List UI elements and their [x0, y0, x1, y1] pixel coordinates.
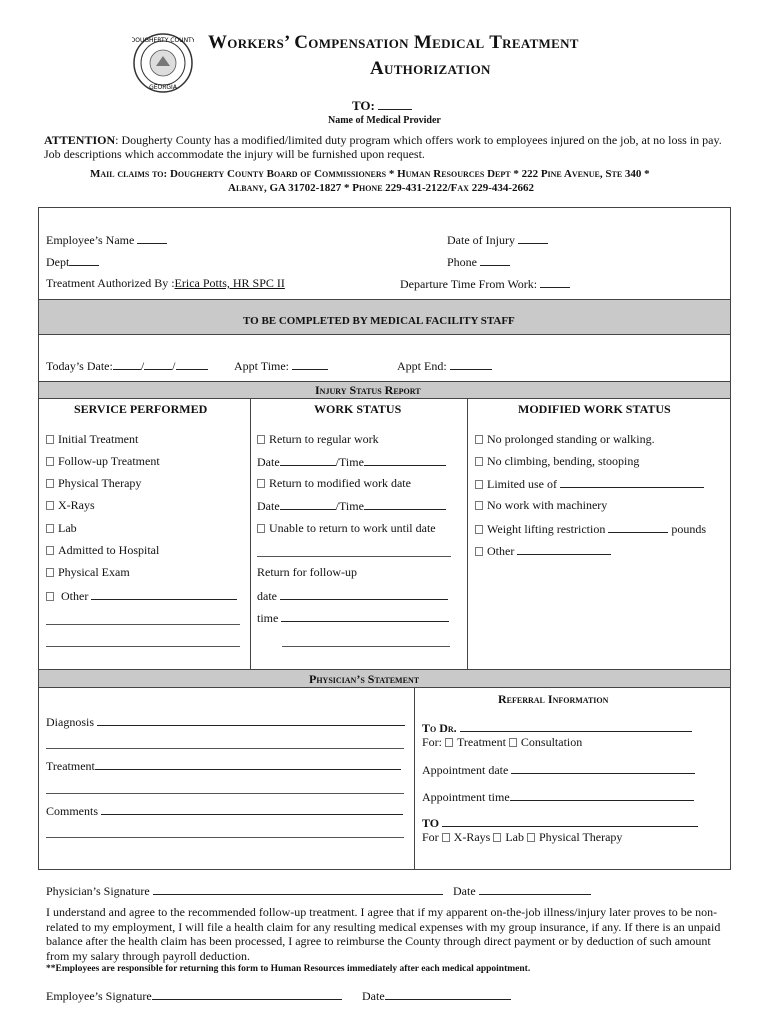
- mod-other[interactable]: Other: [475, 543, 611, 559]
- mod-no-standing[interactable]: No prolonged standing or walking.: [475, 432, 655, 447]
- work-return-followup: Return for follow-up: [257, 565, 357, 579]
- diagnosis-field[interactable]: Diagnosis: [46, 714, 405, 730]
- to-dr-field[interactable]: To Dr.: [422, 720, 692, 736]
- physician-banner-text: Physician’s Statement: [309, 672, 420, 686]
- to-label: TO:: [352, 98, 412, 114]
- service-xrays[interactable]: X-Rays: [46, 498, 95, 513]
- service-lab[interactable]: Lab: [46, 521, 77, 536]
- work-status-header: WORK STATUS: [314, 402, 402, 416]
- svg-text:DOUGHERTY COUNTY: DOUGHERTY COUNTY: [132, 37, 194, 44]
- service-pt[interactable]: Physical Therapy: [46, 476, 141, 491]
- appointment-time-field[interactable]: Appointment time: [422, 789, 694, 805]
- appt-end-field[interactable]: Appt End:: [397, 358, 492, 374]
- return-notice: **Employees are responsible for returning this form to Human Resources immediately after each medical appointment.: [46, 964, 531, 974]
- work-followup-time[interactable]: time: [257, 610, 449, 626]
- todays-date-field[interactable]: Today’s Date: / /: [46, 358, 208, 374]
- work-date-time-1[interactable]: Date /Time: [257, 454, 446, 470]
- mail-line-2: Albany, GA 31702-1827 * Phone 229-431-2122/Fax 229-434-2662: [228, 182, 535, 194]
- physician-signature-field[interactable]: Physician’s Signature: [46, 883, 443, 899]
- departure-time-field[interactable]: Departure Time From Work:: [400, 276, 570, 292]
- work-date-time-2[interactable]: Date /Time: [257, 498, 446, 514]
- employee-signature-field[interactable]: Employee’s Signature: [46, 988, 342, 1004]
- work-unable[interactable]: Unable to return to work until date: [257, 521, 436, 536]
- referral-header: Referral Information: [498, 692, 609, 706]
- referral-for[interactable]: For: Treatment Consultation: [422, 735, 583, 749]
- work-return-regular[interactable]: Return to regular work: [257, 432, 379, 447]
- physician-date-field[interactable]: Date: [453, 883, 591, 899]
- mod-no-machinery[interactable]: No work with machinery: [475, 498, 607, 513]
- referral-for-services[interactable]: For X-Rays Lab Physical Therapy: [422, 830, 623, 844]
- facility-banner-text: TO BE COMPLETED BY MEDICAL FACILITY STAFF: [243, 315, 515, 327]
- svg-text:GEORGIA: GEORGIA: [149, 84, 177, 91]
- appointment-date-field[interactable]: Appointment date: [422, 762, 695, 778]
- service-exam[interactable]: Physical Exam: [46, 565, 130, 580]
- form-title-line1: Workers’ Compensation Medical Treatment: [208, 32, 579, 53]
- work-return-modified[interactable]: Return to modified work date: [257, 476, 411, 491]
- form-title-line2: Authorization: [370, 58, 491, 79]
- county-seal: [132, 32, 194, 94]
- date-of-injury-field[interactable]: Date of Injury: [447, 232, 548, 248]
- injury-banner-text: Injury Status Report: [315, 383, 421, 397]
- work-followup-date[interactable]: date: [257, 588, 448, 604]
- employee-date-field[interactable]: Date: [362, 988, 511, 1004]
- phone-field[interactable]: Phone: [447, 254, 510, 270]
- appt-time-field[interactable]: Appt Time:: [234, 358, 328, 374]
- service-initial[interactable]: Initial Treatment: [46, 432, 138, 447]
- mod-weight-restriction[interactable]: Weight lifting restriction pounds: [475, 521, 706, 537]
- service-other[interactable]: Other: [46, 588, 237, 604]
- dept-field[interactable]: Dept: [46, 254, 99, 270]
- attention-text: ATTENTION: Dougherty County has a modified/limited duty program which offers work to employees injured on the job, at no loss in pay. Job descriptions which accommodate the injury will be furnished upon request.: [44, 133, 722, 161]
- service-header: SERVICE PERFORMED: [74, 402, 208, 416]
- mail-line-1: Mail claims to: Dougherty County Board of Commissioners * Human Resources Dept * 222 Pine Avenue, Ste 340 *: [90, 168, 650, 180]
- referral-to-field[interactable]: TO: [422, 815, 698, 831]
- treatment-field[interactable]: Treatment: [46, 758, 401, 774]
- mod-no-climbing[interactable]: No climbing, bending, stooping: [475, 454, 639, 469]
- comments-field[interactable]: Comments: [46, 803, 403, 819]
- service-admitted[interactable]: Admitted to Hospital: [46, 543, 159, 558]
- service-followup[interactable]: Follow-up Treatment: [46, 454, 160, 469]
- modified-work-header: MODIFIED WORK STATUS: [518, 402, 671, 416]
- provider-name-field[interactable]: [378, 98, 412, 110]
- employee-name-field[interactable]: Employee’s Name: [46, 232, 167, 248]
- agreement-text: I understand and agree to the recommended follow-up treatment. I agree that if my apparent on-the-job illness/injury later proves to be non-related to my employment, I will file a health claim for any resulting medical expenses with my group insurance, if any. If there is an unpaid balance after the health claim has been processed, I agree to reimburse the County through direct payment or by deduction of such amount from my salary through payroll deduction.: [46, 905, 721, 963]
- authorized-by-field: Treatment Authorized By :Erica Potts, HR SPC II: [46, 276, 285, 290]
- mod-limited-use[interactable]: Limited use of: [475, 476, 704, 492]
- to-sublabel: Name of Medical Provider: [328, 115, 441, 126]
